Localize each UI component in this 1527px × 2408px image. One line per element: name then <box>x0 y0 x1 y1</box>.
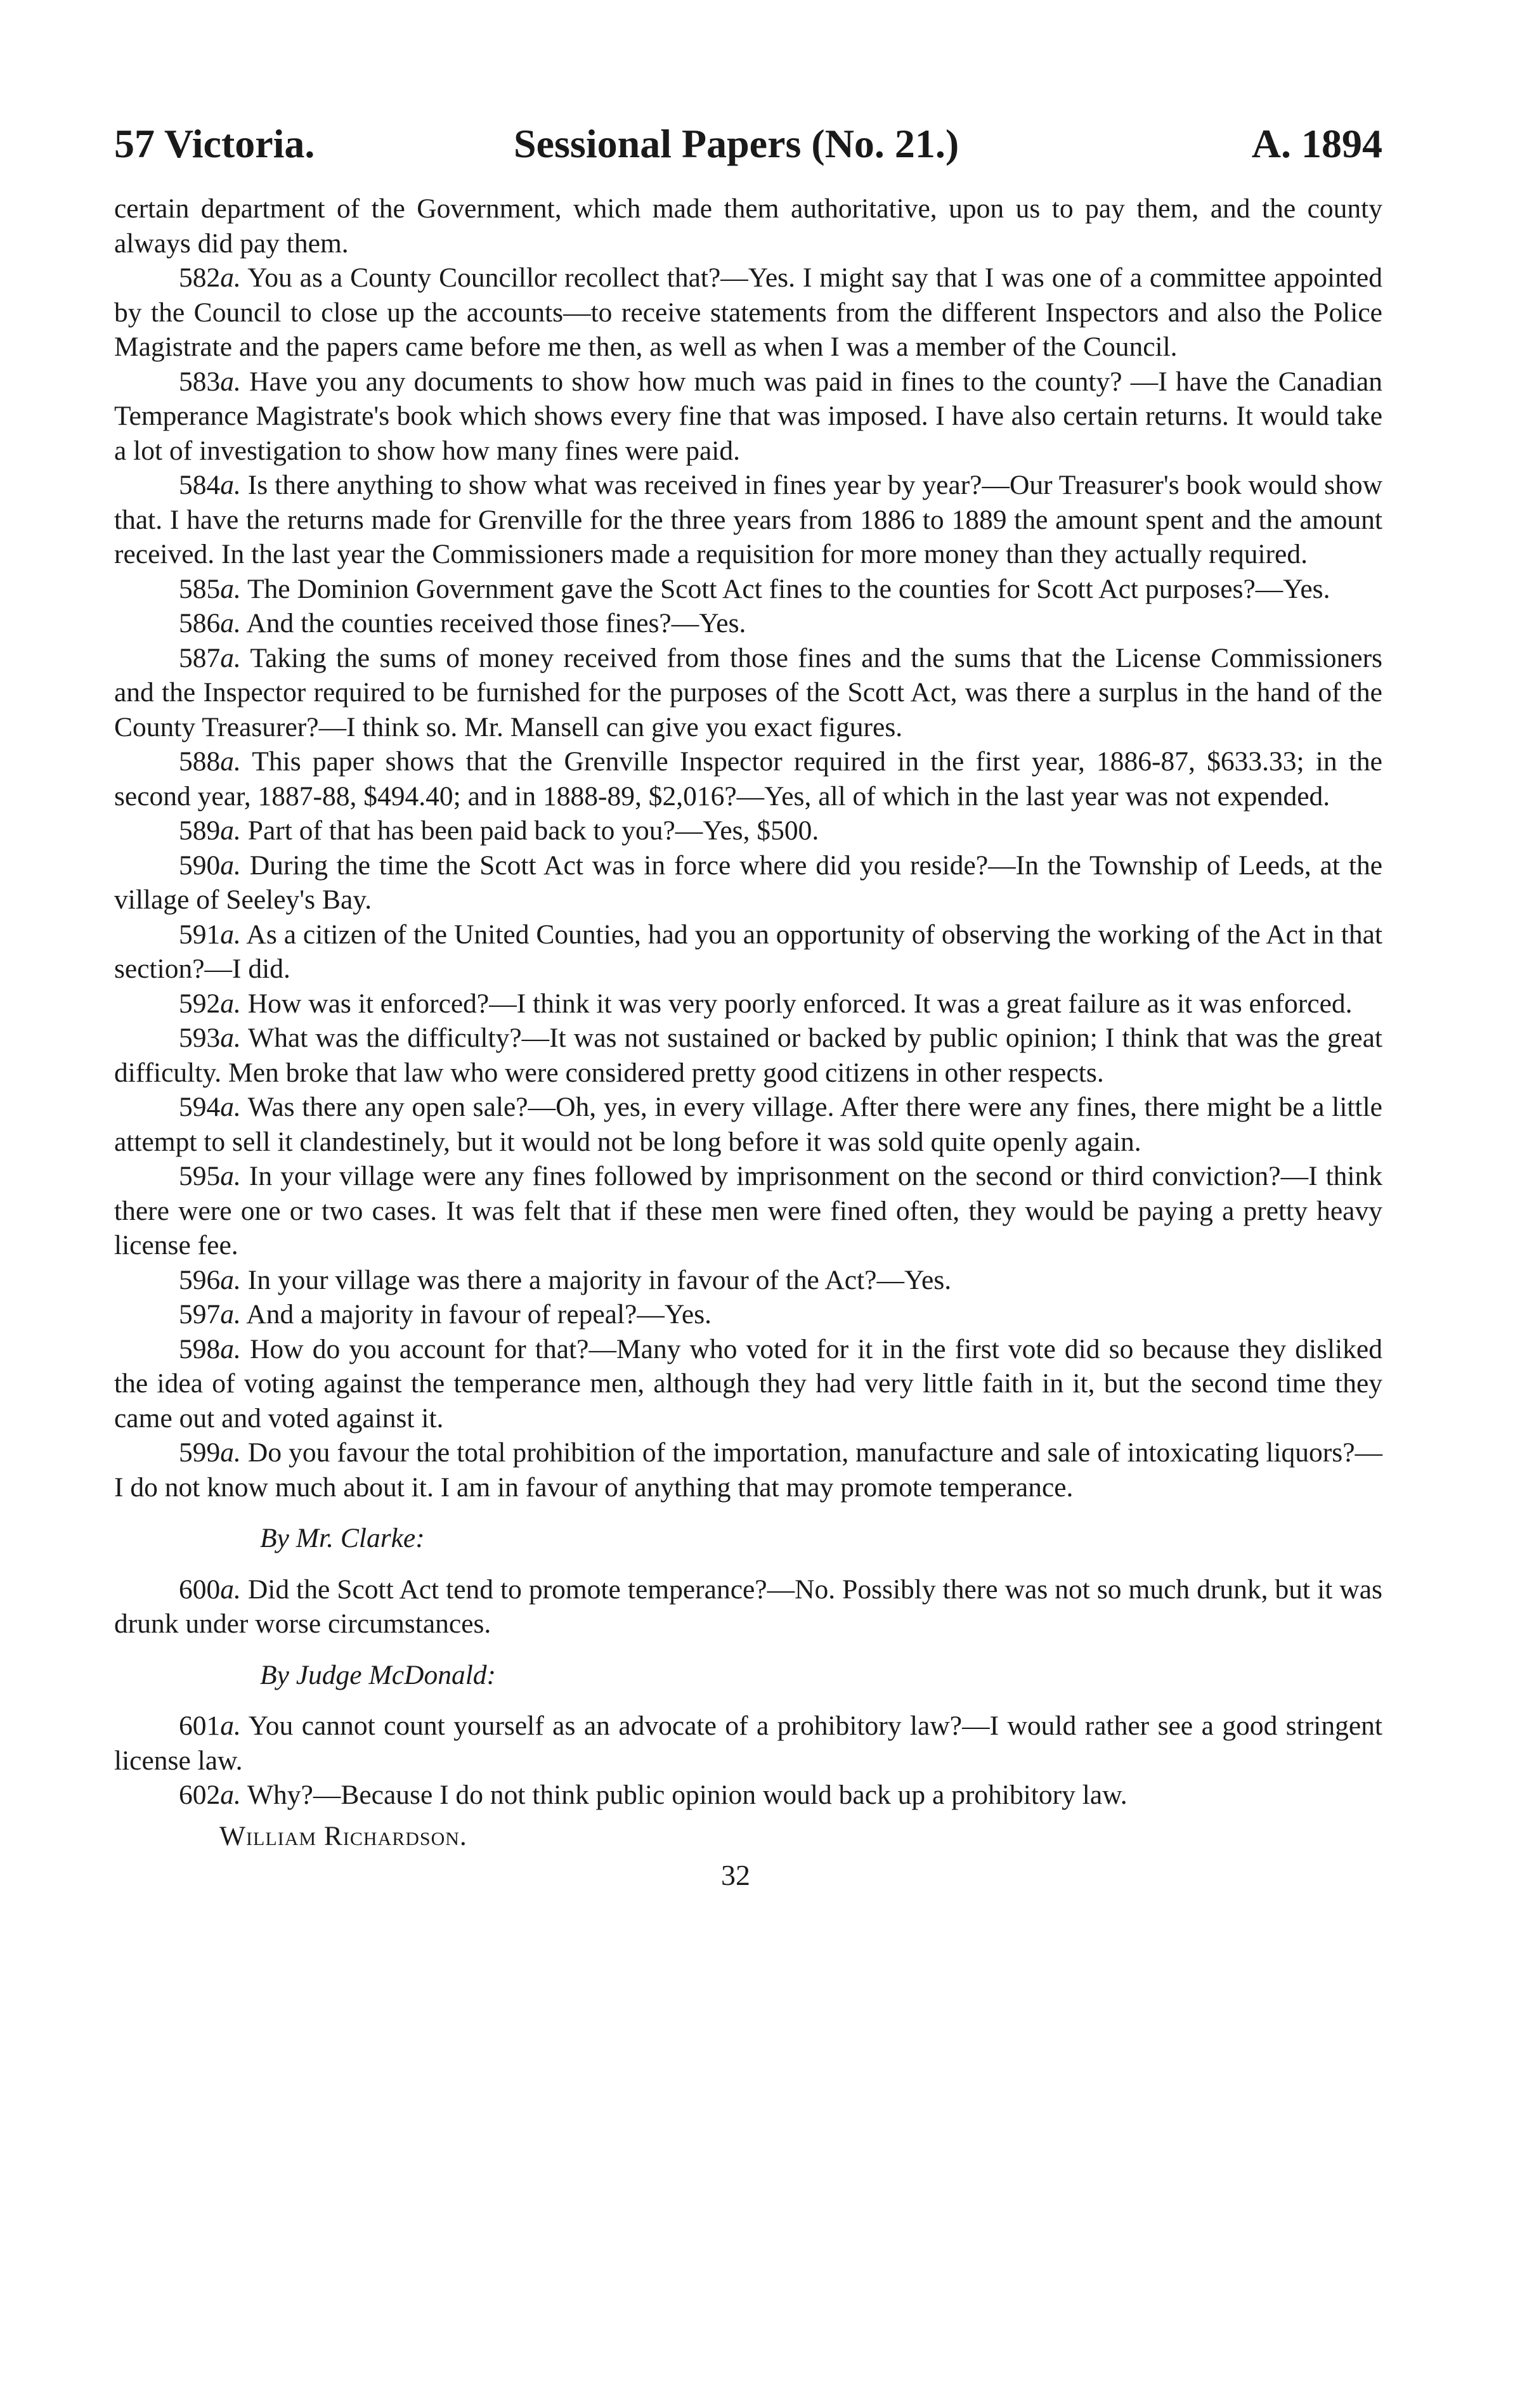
question-answer-text: Why?—Because I do not think public opinion would back up a prohibitory law. <box>240 1780 1127 1810</box>
question-number-suffix: a. <box>220 573 241 604</box>
question-number <box>179 1437 241 1468</box>
question-paragraph <box>114 1159 1382 1263</box>
question-number-suffix: a. <box>220 746 241 777</box>
question-number <box>179 470 241 500</box>
question-number-suffix: a. <box>220 1092 241 1122</box>
question-number-suffix: a. <box>220 1299 241 1330</box>
question-number <box>179 1092 241 1122</box>
question-number <box>179 1299 241 1330</box>
question-number <box>179 746 241 777</box>
question-paragraph <box>114 1297 1382 1332</box>
question-paragraph <box>114 744 1382 813</box>
question-answer-text: In your village was there a majority in favour of the Act?—Yes. <box>240 1264 952 1295</box>
question-number-suffix: a. <box>220 1023 241 1053</box>
question-paragraph <box>114 261 1382 365</box>
question-answer-text: Have you any documents to show how much was paid in fines to the county? —I have the Canadian Temperance Magistrate's book which shows every fine that was imposed. I have also certain returns. It would take a lot of investigation to show how many fines were paid. <box>114 366 1382 466</box>
question-number-suffix: a. <box>220 1711 241 1741</box>
question-number-digits: 602 <box>179 1780 221 1810</box>
question-answer-text: And the counties received those fines?—Yes. <box>240 608 746 638</box>
question-number-suffix: a. <box>220 1780 241 1810</box>
page-number: 32 <box>721 1859 750 1891</box>
question-paragraph <box>114 1709 1382 1778</box>
testimony-group-1 <box>114 261 1382 1505</box>
question-answer-text: What was the difficulty?—It was not sustained or backed by public opinion; I think that was the great difficulty. Men broke that law who were considered pretty good citizens in other respects. <box>114 1023 1382 1088</box>
question-number <box>179 262 241 293</box>
question-number-suffix: a. <box>220 988 241 1019</box>
question-number-digits: 584 <box>179 470 221 500</box>
question-number-digits: 583 <box>179 366 221 397</box>
question-paragraph <box>114 468 1382 572</box>
question-paragraph <box>114 572 1382 607</box>
question-number-digits: 585 <box>179 573 221 604</box>
question-paragraph <box>114 987 1382 1021</box>
question-answer-text: In your village were any fines followed by imprisonment on the second or third conviction?—I think there were one or two cases. It was felt that if these men were fined often, they would be paying a pretty heavy license fee. <box>114 1161 1382 1260</box>
opening-paragraph: certain department of the Government, which made them authoritative, upon us to pay them, and the county always did pay them. <box>114 193 1382 259</box>
question-number-digits: 587 <box>179 642 221 673</box>
question-number-digits: 592 <box>179 988 221 1019</box>
question-number-suffix: a. <box>220 919 241 950</box>
running-header <box>114 120 1382 178</box>
question-number-digits: 591 <box>179 919 221 950</box>
question-number <box>179 1023 241 1053</box>
question-answer-text: Taking the sums of money received from those fines and the sums that the License Commissioners and the Inspector required to be furnished for the purposes of the Scott Act, was there a surplus in the hand of the County Treasurer?—I think so. Mr. Mansell can give you exact figures. <box>114 642 1382 742</box>
question-number <box>179 1334 241 1364</box>
question-number-suffix: a. <box>220 642 241 673</box>
question-paragraph <box>114 1332 1382 1436</box>
question-number <box>179 1161 241 1191</box>
question-answer-text: This paper shows that the Grenville Inspector required in the first year, 1886-87, $633.33; in the second year, 1887-88, $494.40; and in 1888-89, $2,016?—Yes, all of which in the last year was not expended. <box>114 746 1382 812</box>
question-number-suffix: a. <box>220 262 241 293</box>
question-number-digits: 582 <box>179 262 221 293</box>
question-answer-text: And a majority in favour of repeal?—Yes. <box>240 1299 712 1330</box>
question-paragraph <box>114 1435 1382 1505</box>
question-paragraph <box>114 848 1382 917</box>
testimony-group-2 <box>114 1572 1382 1641</box>
question-number <box>179 919 241 950</box>
question-number-suffix: a. <box>220 1333 241 1364</box>
question-paragraph <box>114 641 1382 745</box>
header-title: Sessional Papers (No. 21.) <box>514 121 959 166</box>
document-page <box>114 120 1382 1892</box>
question-number <box>179 988 241 1019</box>
question-number <box>179 574 241 604</box>
question-paragraph <box>114 1778 1382 1813</box>
question-number-suffix: a. <box>220 815 241 846</box>
question-number-digits: 589 <box>179 815 221 846</box>
question-number-digits: 595 <box>179 1161 221 1191</box>
question-paragraph <box>114 1572 1382 1641</box>
question-paragraph <box>114 917 1382 987</box>
question-answer-text: You cannot count yourself as an advocate of a prohibitory law?—I would rather see a good stringent license law. <box>114 1711 1382 1776</box>
question-number-digits: 588 <box>179 746 221 777</box>
testimony-group-3 <box>114 1709 1382 1813</box>
question-number-suffix: a. <box>220 1161 241 1191</box>
question-paragraph <box>114 606 1382 641</box>
question-answer-text: How was it enforced?—I think it was very poorly enforced. It was a great failure as it was enforced. <box>240 988 1353 1019</box>
question-number <box>179 1265 241 1295</box>
question-number-digits: 597 <box>179 1299 221 1330</box>
speaker-heading-clarke: By Mr. Clarke: <box>260 1523 425 1553</box>
question-number <box>179 1574 241 1605</box>
question-number-suffix: a. <box>220 1574 241 1605</box>
question-paragraph <box>114 1263 1382 1298</box>
question-number <box>179 850 241 881</box>
question-number <box>179 366 241 397</box>
question-number-digits: 590 <box>179 850 221 881</box>
question-number-digits: 599 <box>179 1437 221 1468</box>
question-answer-text: During the time the Scott Act was in force where did you reside?—In the Township of Leeds, at the village of Seeley's Bay. <box>114 850 1382 915</box>
header-series: A. 1894 <box>1251 121 1382 166</box>
question-number <box>179 608 241 638</box>
question-paragraph <box>114 813 1382 848</box>
question-number-digits: 601 <box>179 1711 221 1741</box>
question-answer-text: As a citizen of the United Counties, had you an opportunity of observing the working of the Act in that section?—I did. <box>114 919 1382 984</box>
question-answer-text: Do you favour the total prohibition of the importation, manufacture and sale of intoxicating liquors?—I do not know much about it. I am in favour of anything that may promote temperance. <box>114 1437 1382 1503</box>
witness-signature: William Richardson. <box>219 1820 467 1851</box>
question-number-suffix: a. <box>220 1264 241 1295</box>
question-number-digits: 594 <box>179 1092 221 1122</box>
question-number-suffix: a. <box>220 1437 241 1468</box>
question-number-digits: 596 <box>179 1264 221 1295</box>
question-answer-text: Did the Scott Act tend to promote temperance?—No. Possibly there was not so much drunk, but it was drunk under worse circumstances. <box>114 1574 1382 1639</box>
question-paragraph <box>114 1090 1382 1159</box>
question-answer-text: You as a County Councillor recollect that?—Yes. I might say that I was one of a committee appointed by the Council to close up the accounts—to receive statements from the different Inspectors and also the Police Magistrate and the papers came before me then, as well as when I was a member of the Council. <box>114 262 1382 362</box>
question-number-digits: 600 <box>179 1574 221 1605</box>
question-number <box>179 1780 241 1810</box>
document-body <box>114 191 1382 1853</box>
question-answer-text: Part of that has been paid back to you?—Yes, $500. <box>240 815 819 846</box>
question-answer-text: Is there anything to show what was received in fines year by year?—Our Treasurer's book would show that. I have the returns made for Grenville for the three years from 1886 to 1889 the amount spent and the amount received. In the last year the Commissioners made a requisition for more money than they actually required. <box>114 470 1382 569</box>
question-answer-text: The Dominion Government gave the Scott Act fines to the counties for Scott Act purposes?—Yes. <box>240 573 1330 604</box>
question-number-digits: 593 <box>179 1023 221 1053</box>
question-number-digits: 598 <box>179 1333 221 1364</box>
question-number-digits: 586 <box>179 608 221 638</box>
speaker-heading-mcdonald: By Judge McDonald: <box>260 1659 497 1690</box>
question-answer-text: How do you account for that?—Many who voted for it in the first vote did so because they disliked the idea of voting against the temperance men, although they had very little faith in it, but the second time they came out and voted against it. <box>114 1333 1382 1434</box>
question-answer-text: Was there any open sale?—Oh, yes, in every village. After there were any fines, there might be a little attempt to sell it clandestinely, but it would not be long before it was sold quite openly again. <box>114 1092 1382 1157</box>
question-number-suffix: a. <box>220 366 241 397</box>
question-number-suffix: a. <box>220 850 241 881</box>
question-number <box>179 815 241 846</box>
question-number-suffix: a. <box>220 608 241 638</box>
question-number <box>179 1711 241 1741</box>
question-number <box>179 643 241 673</box>
header-regnal-year: 57 Victoria. <box>114 121 315 166</box>
question-number-suffix: a. <box>220 470 241 500</box>
question-paragraph <box>114 1021 1382 1090</box>
question-paragraph <box>114 365 1382 469</box>
